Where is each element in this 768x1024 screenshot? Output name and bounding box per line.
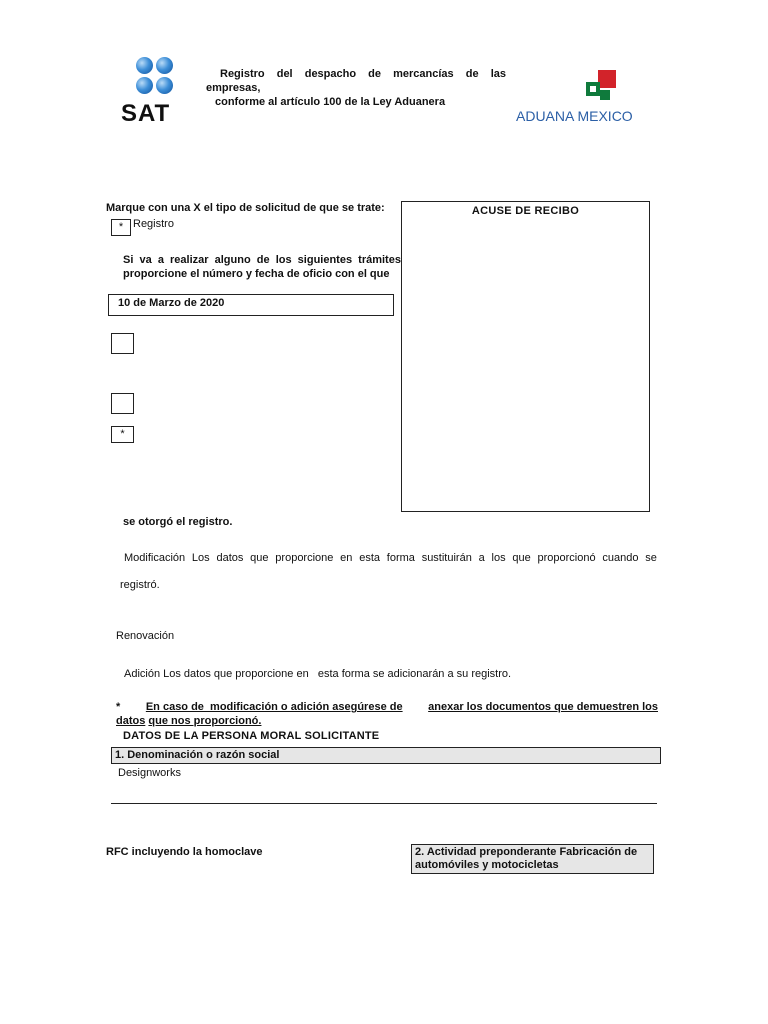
modificacion-line-1-word: proporcionó bbox=[537, 552, 596, 564]
modificacion-paragraph bbox=[124, 552, 657, 564]
title-line-2: empresas, bbox=[206, 82, 261, 94]
rfc-label: RFC incluyendo la homoclave bbox=[106, 846, 263, 858]
tramites-line-1-word: de bbox=[256, 254, 270, 266]
tramites-line-1-word: va bbox=[139, 254, 152, 266]
sat-logo-sphere-icon bbox=[156, 57, 173, 74]
oficio-date-value: 10 de Marzo de 2020 bbox=[118, 297, 225, 309]
actividad-label-box bbox=[411, 844, 654, 874]
modificacion-line-1-word: que bbox=[250, 552, 269, 564]
sat-logo bbox=[120, 55, 190, 127]
instruction-text: Marque con una X el tipo de solicitud de que se trate: bbox=[106, 202, 385, 214]
modificacion-line-1-word: proporcione bbox=[275, 552, 334, 564]
denominacion-label-bar bbox=[111, 747, 661, 764]
tramites-line-1-word: trámites bbox=[358, 254, 401, 266]
oficio-date-field[interactable] bbox=[108, 294, 394, 316]
tramites-line-1-word: alguno bbox=[214, 254, 251, 266]
denominacion-underline bbox=[111, 803, 657, 804]
denominacion-label: 1. Denominación o razón social bbox=[115, 749, 280, 761]
otorgo-text: se otorgó el registro. bbox=[123, 516, 233, 528]
modificacion-line-1-word: esta bbox=[359, 552, 380, 564]
tramites-line-1-word: siguientes bbox=[297, 254, 353, 266]
modificacion-line-1-word: Modificación bbox=[124, 552, 186, 564]
title-line-1-word: de bbox=[368, 68, 382, 80]
modificacion-line-1-word: Los bbox=[191, 552, 210, 564]
tramites-line-1-word: realizar bbox=[170, 254, 209, 266]
note-paragraph bbox=[116, 700, 658, 728]
registro-checkbox[interactable]: * bbox=[111, 219, 131, 236]
modificacion-line-1-word: a bbox=[478, 552, 485, 564]
aduana-mexico-logo bbox=[516, 68, 648, 128]
tramites-line-1 bbox=[123, 253, 401, 267]
sat-logo-sphere-icon bbox=[136, 57, 153, 74]
sat-logo-sphere-icon bbox=[136, 77, 153, 94]
tramites-line-1-word: a bbox=[157, 254, 164, 266]
note-line-2-part-2: que nos proporcionó. bbox=[148, 715, 262, 727]
modificacion-checkbox[interactable] bbox=[111, 333, 134, 354]
registro-label: Registro bbox=[133, 218, 174, 230]
persona-moral-heading: DATOS DE LA PERSONA MORAL SOLICITANTE bbox=[123, 730, 380, 742]
note-line-1-part-2: anexar los documentos que demuestren los bbox=[428, 701, 658, 713]
document-title bbox=[206, 67, 506, 109]
aduana-emblem-red-square bbox=[598, 70, 616, 88]
actividad-label: 2. Actividad preponderante Fabricación de automóviles y motocicletas bbox=[415, 846, 638, 871]
aduana-emblem-icon bbox=[516, 68, 648, 108]
renovacion-checkbox[interactable] bbox=[111, 393, 134, 414]
modificacion-line-1-word: en bbox=[340, 552, 353, 564]
tramites-paragraph bbox=[123, 253, 401, 281]
modificacion-line-1-word: forma bbox=[386, 552, 415, 564]
note-line-1-part-1: En caso de modificación o adición asegúrese de bbox=[145, 701, 403, 713]
adicion-checkbox[interactable]: * bbox=[111, 426, 134, 443]
note-line-2 bbox=[116, 714, 658, 728]
acuse-de-recibo-box bbox=[401, 201, 650, 512]
tramites-line-1-word: los bbox=[275, 254, 292, 266]
note-line-1 bbox=[116, 700, 658, 714]
title-line-1 bbox=[206, 67, 506, 81]
note-line-2-part-1: datos bbox=[116, 715, 146, 727]
modificacion-line-1-word: sustituirán bbox=[421, 552, 472, 564]
modificacion-line-1-word: se bbox=[645, 552, 657, 564]
title-line-1-word: mercancías bbox=[393, 68, 454, 80]
title-line-1-word: despacho bbox=[304, 68, 357, 80]
denominacion-value[interactable]: Designworks bbox=[118, 767, 181, 779]
modificacion-line-1 bbox=[124, 552, 657, 564]
title-line-1-word: del bbox=[276, 68, 293, 80]
note-star: * bbox=[116, 701, 121, 713]
aduana-emblem-green-small-square bbox=[600, 90, 610, 100]
title-line-3: conforme al artículo 100 de la Ley Aduanera bbox=[215, 96, 446, 108]
modificacion-line-1-word: que bbox=[512, 552, 531, 564]
sat-logo-text: SAT bbox=[121, 100, 171, 127]
title-line-1-word: las bbox=[490, 68, 506, 80]
renovacion-label: Renovación bbox=[116, 630, 175, 642]
modificacion-line-2: registró. bbox=[120, 579, 160, 591]
tramites-line-2: proporcione el número y fecha de oficio con el que bbox=[123, 268, 390, 280]
sat-logo-sphere-icon bbox=[156, 77, 173, 94]
aduana-logo-text: ADUANA MEXICO bbox=[516, 108, 633, 124]
modificacion-line-1-word: datos bbox=[216, 552, 244, 564]
modificacion-line-1-word: cuando bbox=[602, 552, 639, 564]
adicion-label: Adición Los datos que proporcione en esta forma se adicionarán a su registro. bbox=[124, 668, 512, 680]
tramites-line-1-word: Si bbox=[123, 254, 134, 266]
aduana-emblem-white-notch bbox=[590, 86, 596, 92]
title-line-1-word: Registro bbox=[220, 68, 265, 80]
modificacion-line-1-word: los bbox=[491, 552, 506, 564]
title-line-1-word: de bbox=[465, 68, 479, 80]
acuse-title: ACUSE DE RECIBO bbox=[471, 205, 580, 217]
